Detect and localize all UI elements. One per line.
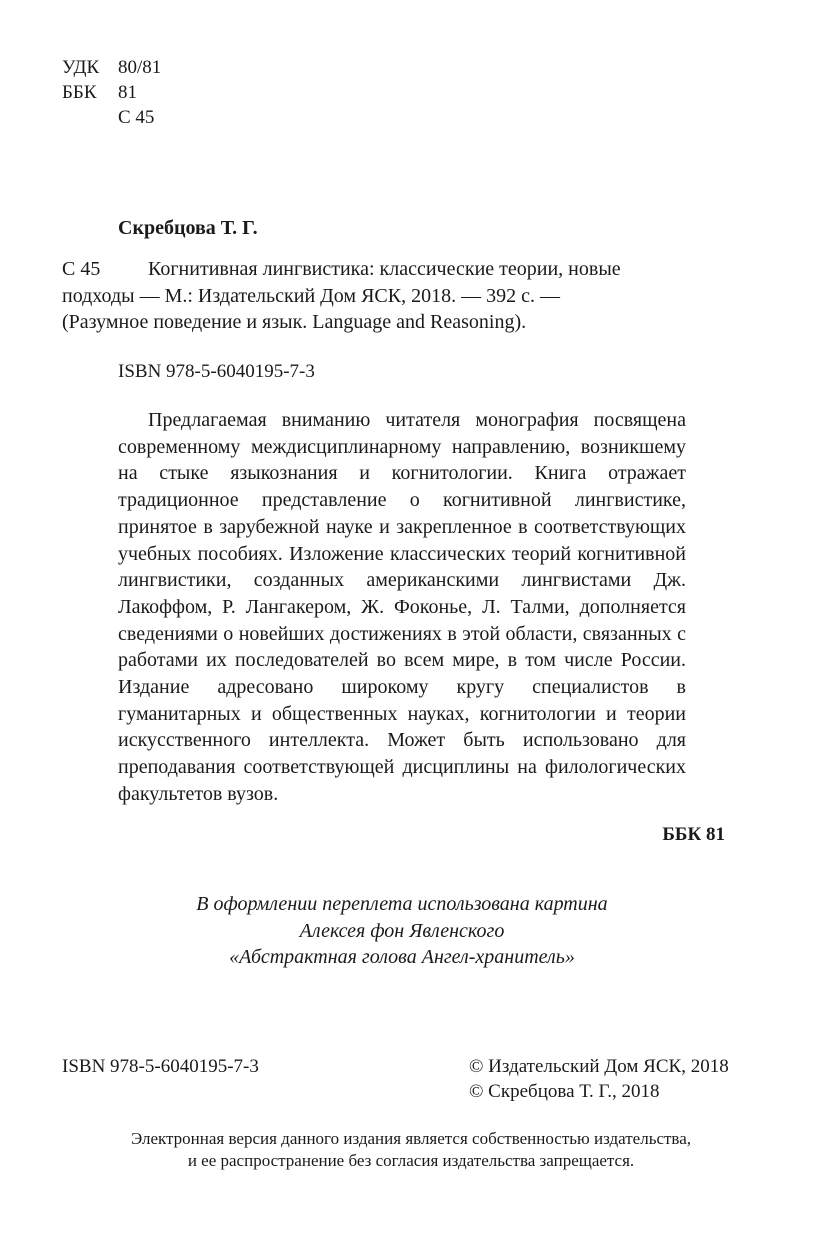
udk-label: УДК [62,57,100,78]
author-mark: С 45 [118,107,155,128]
bbk-label: ББК [62,82,97,103]
cover-note [0,891,804,971]
classification-codes [62,55,161,130]
author-name: Скребцова Т. Г. [118,217,258,239]
rights-notice-line-2: и ее распространение без согласия издательства запрещается. [187,1151,635,1170]
bbk-index: ББК 81 [662,824,725,845]
cover-note-line-3: «Абстрактная голова Ангел-хранитель» [229,946,575,968]
bibliographic-reference [62,256,724,336]
bbk-row [62,80,161,105]
cover-note-line-1: В оформлении переплета использована картина [196,893,608,915]
isbn-bottom: ISBN 978-5-6040195-7-3 [62,1056,259,1077]
rights-notice-line-1: Электронная версия данного издания является собственностью издательства, [130,1129,692,1148]
rights-notice [0,1128,822,1172]
cover-note-line-2: Алексея фон Явленского [299,919,505,942]
reference-line-1: Когнитивная лингвистика: классические теории, новые [148,258,621,280]
udk-row [62,55,161,80]
udk-value: 80/81 [118,57,162,78]
reference-line-3: (Разумное поведение и язык. Language and Reasoning). [62,311,527,333]
isbn-top: ISBN 978-5-6040195-7-3 [118,361,315,382]
copyright-publisher: © Издательский Дом ЯСК, 2018 [469,1056,729,1077]
copyright-block [469,1054,729,1104]
reference-line-2: подходы — М.: Издательский Дом ЯСК, 2018. — 392 с. — [62,284,560,307]
copyright-author: © Скребцова Т. Г., 2018 [469,1081,660,1102]
bbk-value: 81 [118,82,137,103]
catalog-code: С 45 [62,258,101,280]
annotation-text: Предлагаемая вниманию читателя монография посвящена современному междисциплинарному направлению, возникшему на стыке языкознания и когнитологии. Книга отражает традиционное представление о когнитивной лингвистике, принятое в зарубежной науке и закрепленное в соответствующих учебных пособиях. Изложение классических теорий когнитивной лингвистики, созданных американскими лингвистами Дж. Лакоффом, Р. Лангакером, Ж. Фоконье, Л. Талми, дополняется сведениями о новейших достижениях в этой области, связанных с работами их последователей во всем мире, в том числе России. Издание адресовано широкому кругу специалистов в гуманитарных и общественных науках, когнитологии и теории искусственного интеллекта. Может быть использовано для преподавания соответствующей дисциплины на филологических факультетов вузов. [118,409,686,805]
